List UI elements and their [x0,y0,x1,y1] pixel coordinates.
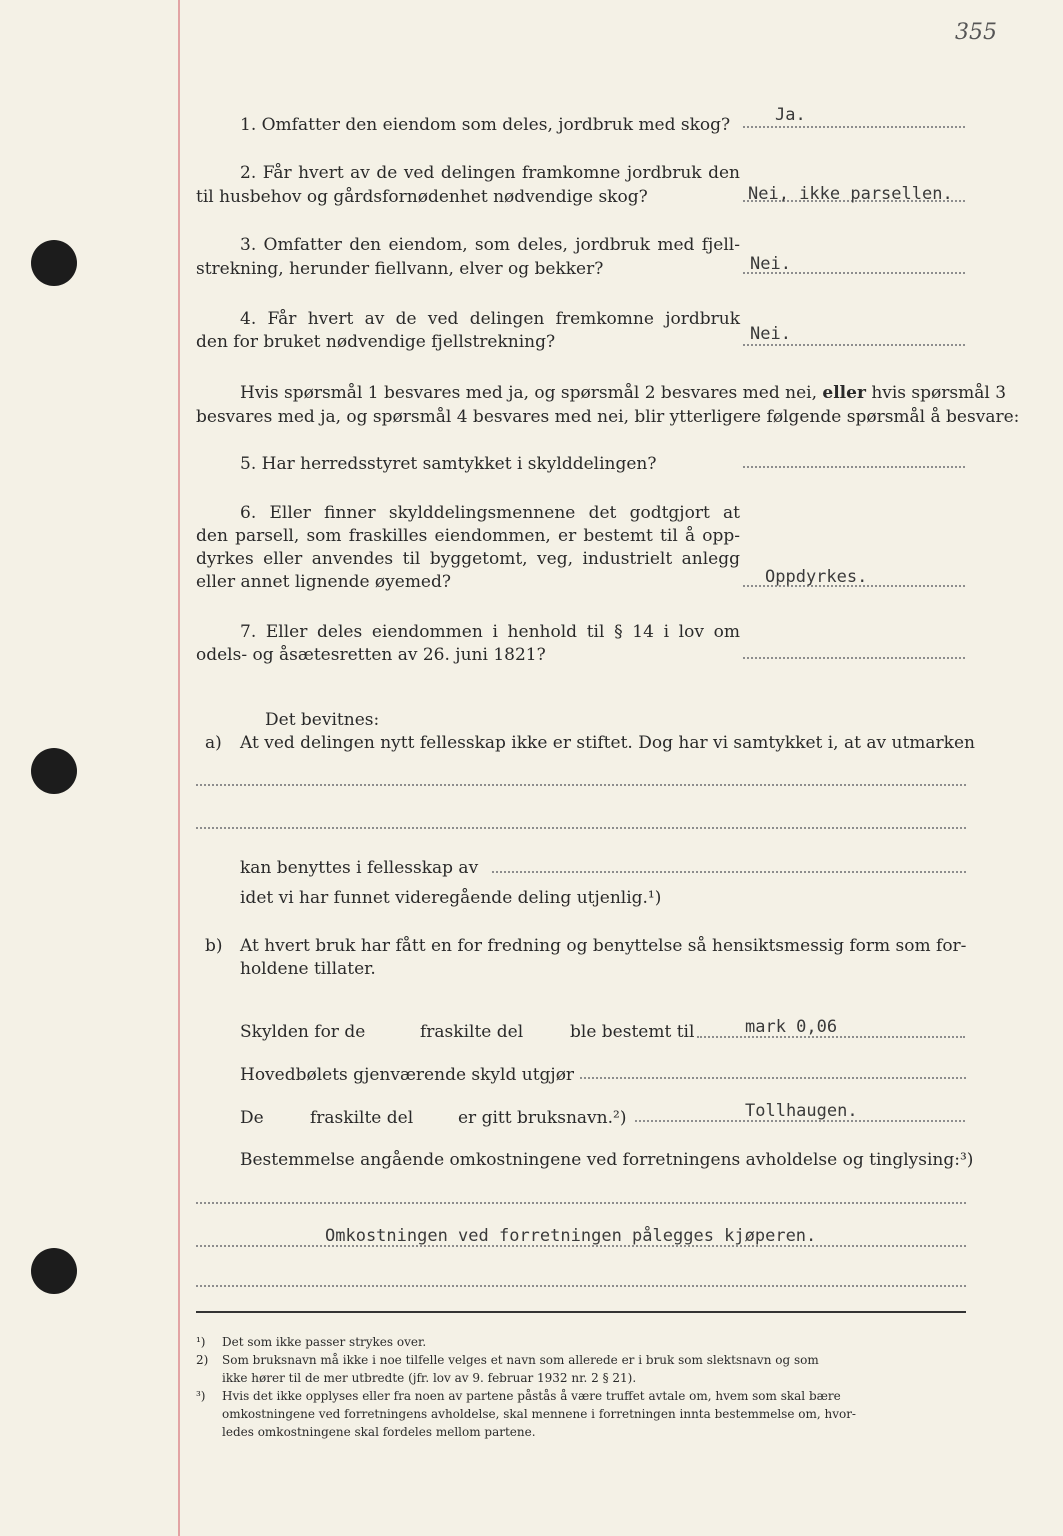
item-b-label: b) [205,936,223,956]
answer-line [743,657,965,659]
question-4-line2: den for bruket nødvendige fjellstrekning? [196,332,556,352]
blank-line [196,827,966,829]
blank-line [492,871,966,873]
answer-2: Nei, ikke parsellen. [748,184,953,204]
cost-value: Omkostningen ved forretningen pålegges kjøperen. [325,1226,817,1246]
skyld-value: mark 0,06 [745,1017,838,1037]
answer-1: Ja. [775,105,806,125]
footnote-2-cont: ikke hører til de mer utbredte (jfr. lov av 9. februar 1932 nr. 2 § 21). [222,1371,637,1385]
bruksnavn-label-1: De [240,1108,264,1128]
question-6-line1: 6. Eller finner skylddelingsmennene det godtgjort at [240,503,740,523]
cost-label: Bestemmelse angående omkostningene ved forretningens avholdelse og tinglysing:³) [240,1150,974,1170]
question-2-line2: til husbehov og gårdsfornødenhet nødvendige skog? [196,187,648,207]
item-a-common: kan benyttes i fellesskap av [240,858,479,878]
footnote-3: ³) Hvis det ikke opplyses eller fra noen av partene påstås å være truffet avtale om, hvem som skal bære [196,1389,841,1403]
blank-line [196,1285,966,1287]
question-5: 5. Har herredsstyret samtykket i skylddelingen? [240,454,657,474]
skyld-label-1: Skylden for de [240,1022,366,1042]
footnote-2: 2) Som bruksnavn må ikke i noe tilfelle velges et navn som allerede er i bruk som slektsnavn og som [196,1353,819,1367]
bruksnavn-label-2: fraskilte del [310,1108,414,1128]
footnote-3-cont: ledes omkostningene skal fordeles mellom partene. [222,1425,536,1439]
blank-line [196,784,966,786]
item-a-label: a) [205,733,222,753]
question-6-line4: eller annet lignende øyemed? [196,572,451,592]
question-1: 1. Omfatter den eiendom som deles, jordbruk med skog? [240,115,731,135]
footnote-rule [196,1311,966,1313]
question-3-line1: 3. Omfatter den eiendom, som deles, jordbruk med fjell- [240,235,740,255]
page-number: 355 [955,20,997,45]
question-7-line1: 7. Eller deles eiendommen i henhold til § 14 i lov om [240,622,740,642]
bruksnavn-value: Tollhaugen. [745,1101,858,1121]
item-b-line2: holdene tillater. [240,959,376,979]
blank-line [196,1202,966,1204]
question-3-line2: strekning, herunder fiellvann, elver og bekker? [196,259,604,279]
answer-4: Nei. [750,324,791,344]
hovedbol-label: Hovedbølets gjenværende skyld utgjør [240,1065,575,1085]
answer-line [580,1077,966,1079]
question-6-line2: den parsell, som fraskilles eiendommen, er bestemt til å opp- [196,526,740,546]
bruksnavn-label-3: er gitt bruksnavn.²) [458,1108,627,1128]
item-b-line1: At hvert bruk har fått en for fredning og benyttelse så hensiktsmessig form som for- [240,936,967,956]
binder-hole [31,1248,77,1294]
item-a-text: At ved delingen nytt fellesskap ikke er stiftet. Dog har vi samtykket i, at av utmarken [240,733,975,753]
condition-line2: besvares med ja, og spørsmål 4 besvares med nei, blir ytterligere følgende spørsmål å besvare: [196,407,1020,427]
answer-3: Nei. [750,254,791,274]
question-7-line2: odels- og åsætesretten av 26. juni 1821? [196,645,546,665]
attest-heading: Det bevitnes: [265,710,380,730]
answer-line [743,466,965,468]
condition-line1: Hvis spørsmål 1 besvares med ja, og spørsmål 2 besvares med nei, eller hvis spørsmål 3 [240,383,1007,403]
question-6-line3: dyrkes eller anvendes til byggetomt, veg, industrielt anlegg [196,549,740,569]
binder-hole [31,748,77,794]
answer-6: Oppdyrkes. [765,567,868,587]
binder-hole [31,240,77,286]
skyld-label-3: ble bestemt til [570,1022,695,1042]
margin-line [178,0,180,1536]
answer-line [743,126,965,128]
skyld-label-2: fraskilte del [420,1022,524,1042]
footnote-1: ¹) Det som ikke passer strykes over. [196,1335,427,1349]
footnote-3-cont: omkostningene ved forretningens avholdelse, skal mennene i forretningen innta bestemmelse om, hvor- [222,1407,856,1421]
question-4-line1: 4. Får hvert av de ved delingen fremkomne jordbruk [240,309,740,329]
question-2-line1: 2. Får hvert av de ved delingen framkomne jordbruk den [240,163,740,183]
item-a-reason: idet vi har funnet videregående deling utjenlig.¹) [240,888,662,908]
